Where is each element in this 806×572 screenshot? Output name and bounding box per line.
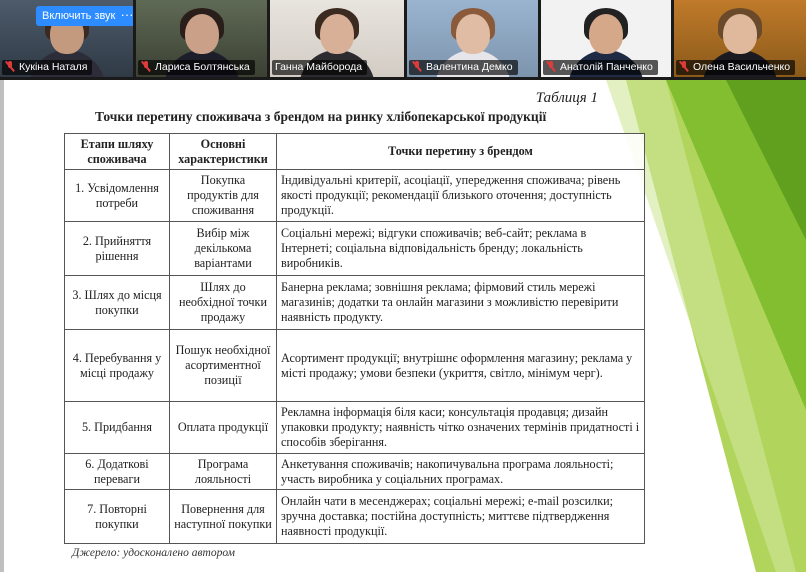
participant-name: Олена Васильченко <box>693 61 791 73</box>
stage-cell: 6. Додаткові переваги <box>65 454 170 490</box>
table-row <box>65 402 645 454</box>
characteristic-cell: Оплата продукції <box>170 402 277 454</box>
participant-tile-4[interactable] <box>407 0 538 77</box>
participant-nameplate <box>676 60 795 75</box>
points-cell: Соціальні мережі; відгуки споживачів; веб-сайт; реклама в Інтернеті; соціальна відповідальність бренду; локальність виробників. <box>277 222 645 276</box>
participant-name: Валентина Демко <box>426 61 513 73</box>
characteristic-cell: Шлях до необхідної точки продажу <box>170 276 277 330</box>
mic-muted-icon <box>546 61 556 72</box>
slide-border <box>0 80 4 572</box>
participant-name: Анатолій Панченко <box>560 61 653 73</box>
stage-cell: 3. Шлях до місця покупки <box>65 276 170 330</box>
stage-cell: 4. Перебування у місці продажу <box>65 330 170 402</box>
table-header-row <box>65 134 645 170</box>
header-characteristic: Основні характеристики <box>170 134 277 170</box>
participant-tile-3[interactable] <box>270 0 404 77</box>
participant-nameplate <box>138 60 255 75</box>
stage-cell: 1. Усвідомлення потреби <box>65 170 170 222</box>
mic-muted-icon <box>679 61 689 72</box>
stage-cell: 7. Повторні покупки <box>65 490 170 544</box>
participant-tile-1[interactable] <box>0 0 133 77</box>
touchpoints-table <box>64 133 645 544</box>
participant-tile-2[interactable] <box>136 0 267 77</box>
header-points: Точки перетину з брендом <box>277 134 645 170</box>
points-cell: Банерна реклама; зовнішня реклама; фірмовий стиль мережі магазинів; додатки та онлайн магазини з можливістю перевірити наявність продукту. <box>277 276 645 330</box>
participant-nameplate <box>2 60 92 75</box>
table-row <box>65 454 645 490</box>
participant-nameplate <box>543 60 658 75</box>
participant-name: Ганна Майборода <box>275 61 363 73</box>
points-cell: Індивідуальні критерії, асоціації, упередження споживача; рівень якості продукції; рекомендації близького оточення; доступність продукції. <box>277 170 645 222</box>
participant-nameplate <box>409 60 518 75</box>
person-face <box>723 14 757 54</box>
points-cell: Рекламна інформація біля каси; консультація продавця; дизайн упаковки продукту; наявність чітко означених термінів придатності і способів зберігання. <box>277 402 645 454</box>
table-row <box>65 222 645 276</box>
points-cell: Асортимент продукції; внутрішнє оформлення магазину; реклама у місті продажу; умови безпеки (укриття, світло, мінімум черг). <box>277 330 645 402</box>
participant-name: Лариса Болтянська <box>155 61 250 73</box>
table-row <box>65 170 645 222</box>
mic-muted-icon <box>412 61 422 72</box>
shared-screen <box>0 80 806 572</box>
participant-tile-6[interactable] <box>674 0 806 77</box>
source-note: Джерело: удосконалено автором <box>72 547 235 559</box>
person-face <box>185 14 219 54</box>
table-number: Таблиця 1 <box>535 90 598 106</box>
more-options-button[interactable]: ··· <box>117 6 133 26</box>
characteristic-cell: Програма лояльності <box>170 454 277 490</box>
participant-name: Кукіна Наталя <box>19 61 88 73</box>
unmute-button[interactable]: Включить звук <box>36 6 121 26</box>
stage-cell: 2. Прийняття рішення <box>65 222 170 276</box>
stage-cell: 5. Придбання <box>65 402 170 454</box>
mic-muted-icon <box>5 61 15 72</box>
person-face <box>320 14 354 54</box>
person-face <box>589 14 623 54</box>
points-cell: Онлайн чати в месенджерах; соціальні мережі; e-mail розсилки; зручна доставка; постійна доступність; миттєве підтвердження наявності продукції. <box>277 490 645 544</box>
header-stage: Етапи шляху споживача <box>65 134 170 170</box>
mic-muted-icon <box>141 61 151 72</box>
participant-strip <box>0 0 806 80</box>
table-row <box>65 330 645 402</box>
characteristic-cell: Пошук необхідної асортиментної позиції <box>170 330 277 402</box>
characteristic-cell: Вибір між декількома варіантами <box>170 222 277 276</box>
person-face <box>456 14 490 54</box>
characteristic-cell: Повернення для наступної покупки <box>170 490 277 544</box>
characteristic-cell: Покупка продуктів для споживання <box>170 170 277 222</box>
table-row <box>65 490 645 544</box>
table-row <box>65 276 645 330</box>
participant-nameplate <box>272 60 367 75</box>
table-title: Точки перетину споживача з брендом на ринку хлібопекарської продукції <box>95 109 547 124</box>
points-cell: Анкетування споживачів; накопичувальна програма лояльності; участь виробника у соціальних програмах. <box>277 454 645 490</box>
participant-tile-5[interactable] <box>541 0 671 77</box>
